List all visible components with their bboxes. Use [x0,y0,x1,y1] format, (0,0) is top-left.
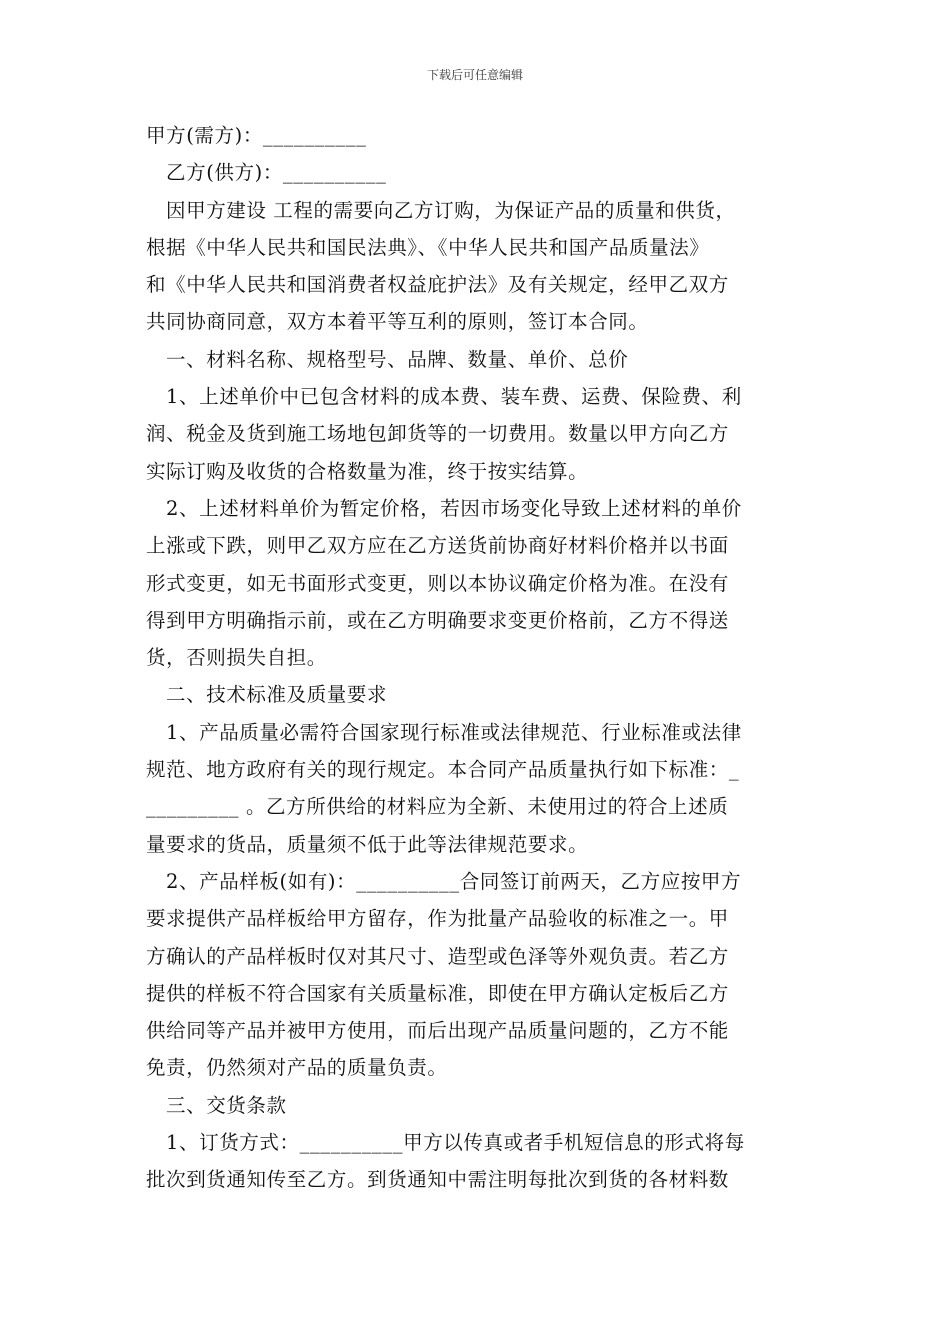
page-header: 下载后可任意编辑 [426,68,523,82]
contract-body [146,117,811,1199]
text-line: 免责，仍然须对产品的质量负责。 [146,1056,448,1080]
text-line: 量要求的货品，质量须不低于此等法律规范要求。 [146,832,589,856]
text-line: 实际订购及收货的合格数量为准，终于按实结算。 [146,459,589,483]
text-line: 货，否则损失自担。 [146,646,327,670]
text-line: 甲方(需方)：__________ [146,124,367,147]
text-line: 批次到货通知传至乙方。到货通知中需注明每批次到货的各材料数 [146,1168,729,1192]
text-line: 得到甲方明确指示前，或在乙方明确要求变更价格前，乙方不得送 [146,608,729,632]
text-line: 乙方(供方)：__________ [166,161,387,185]
text-line: 二、技术标准及质量要求 [166,683,388,707]
text-line: 方确认的产品样板时仅对其尺寸、造型或色泽等外观负责。若乙方 [146,944,729,968]
text-line: 要求提供产品样板给甲方留存，作为批量产品验收的标准之一。甲 [146,907,729,931]
text-line: 根据《中华人民共和国民法典》、《中华人民共和国产品质量法》 [146,235,710,259]
text-line: 润、税金及货到施工场地包卸货等的一切费用。数量以甲方向乙方 [146,422,729,446]
text-line: 1、产品质量必需符合国家现行标准或法律规范、行业标准或法律 [166,720,742,744]
text-line: 提供的样板不符合国家有关质量标准，即使在甲方确认定板后乙方 [146,981,729,1005]
text-line: 三、交货条款 [166,1093,287,1117]
text-line: 因甲方建设 工程的需要向乙方订购，为保证产品的质量和供货， [166,198,736,222]
text-line: 2、上述材料单价为暂定价格，若因市场变化导致上述材料的单价 [166,496,742,520]
text-line: 上涨或下跌，则甲乙双方应在乙方送货前协商好材料价格并以书面 [146,534,729,558]
text-line: 一、材料名称、规格型号、品牌、数量、单价、总价 [166,347,629,371]
text-line: 1、订货方式：__________甲方以传真或者手机短信息的形式将每 [166,1131,745,1155]
text-line: 和《中华人民共和国消费者权益庇护法》及有关规定，经甲乙双方 [146,273,729,297]
text-line: 形式变更，如无书面形式变更，则以本协议确定价格为准。在没有 [146,571,729,595]
text-line: 1、上述单价中已包含材料的成本费、装车费、运费、保险费、利 [166,385,742,409]
text-line: 规范、地方政府有关的现行规定。本合同产品质量执行如下标准：_ [146,758,740,782]
text-line: _________ 。乙方所供给的材料应为全新、未使用过的符合上述质 [146,795,729,819]
text-line: 供给同等产品并被甲方使用，而后出现产品质量问题的，乙方不能 [146,1019,729,1043]
text-line: 2、产品样板(如有)：__________合同签订前两天，乙方应按甲方 [166,869,742,893]
text-line: 共同协商同意，双方本着平等互利的原则，签订本合同。 [146,310,649,334]
